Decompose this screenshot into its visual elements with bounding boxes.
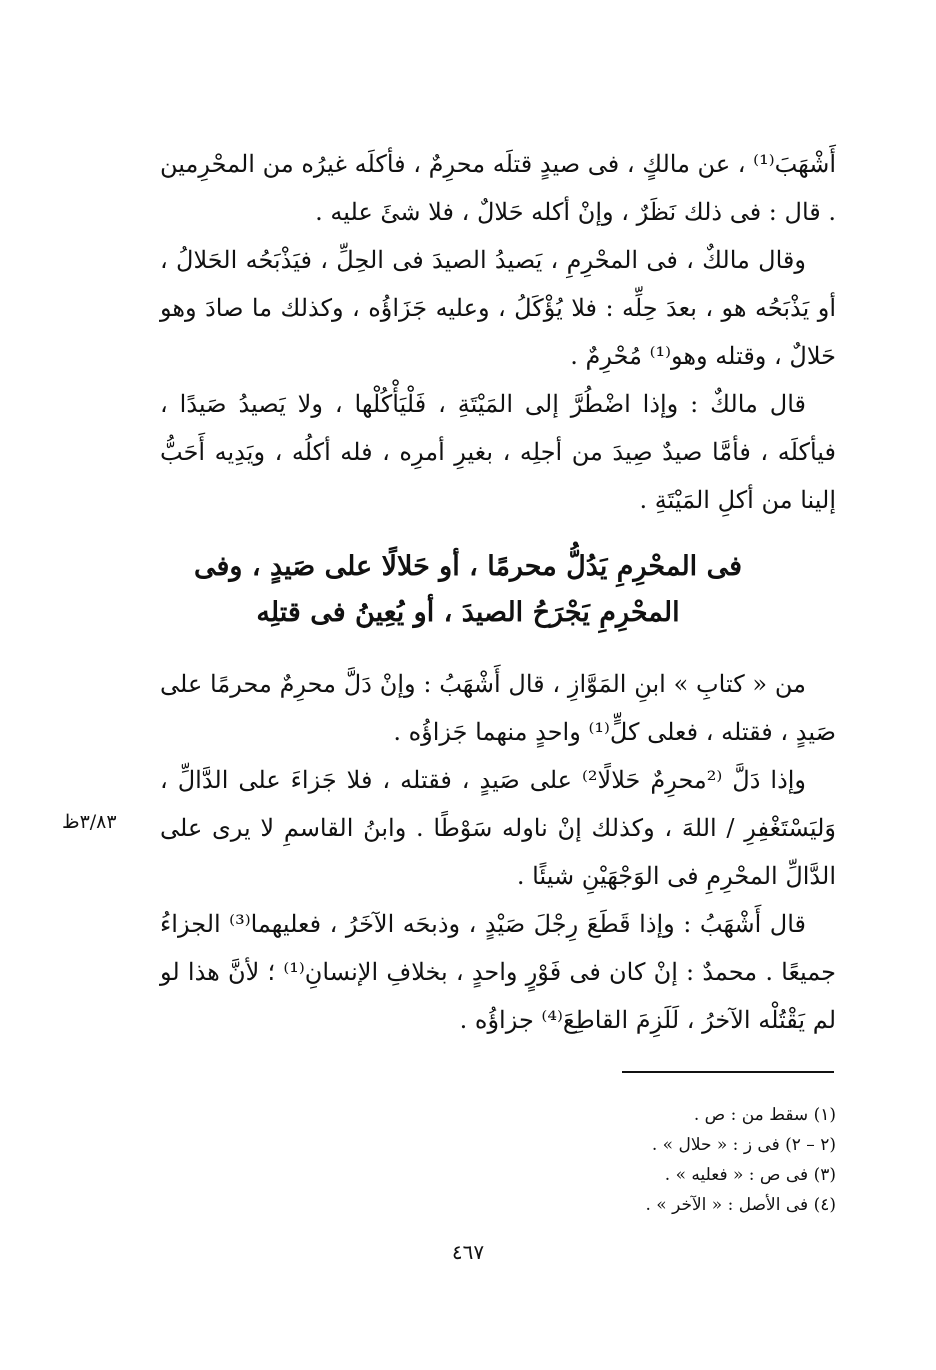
section-heading xyxy=(180,544,756,636)
opening-text xyxy=(160,140,836,524)
footnote-3: (٣) فى ص : « فعليه » . xyxy=(664,1165,836,1185)
heading-line-1: فى المحْرِمِ يَدُلُّ محرمًا ، أو حَلالًا على صَيدٍ ، وفى xyxy=(194,551,742,582)
paragraph-ashhab-malik: أَشْهَبَ⁽¹⁾ ، عن مالكٍ ، فى صيدٍ قتلَه محرِمٌ ، فأكلَه غيرُه من المحْرِمين . قال : فى ذلك نَظَرٌ ، وإنْ أكله حَلالٌ ، فلا شئَ عليه . xyxy=(160,150,836,226)
paragraph-necessity-carrion: قال مالكٌ : وإذا اضْطُرَّ إلى المَيْتَةِ ، فَلْيَأْكُلْها ، ولا يَصيدُ صَيدًا ، فيأكلَه ، فأمَّا صيدٌ صِيدَ من أجلِه ، بغيرِ أمرِه ، فله أكلُه ، ويَدِيه أَحَبُّ إلينا من أكلِ المَيْتَةِ . xyxy=(160,390,836,514)
footnote-4: (٤) فى الأصل : « الآخر » . xyxy=(645,1195,836,1215)
manuscript-folio-marker: ٣/٨٣ظ xyxy=(62,811,117,833)
section-text xyxy=(160,660,836,1044)
paragraph-ibn-mawaz: من « كتابِ » ابنِ المَوَّازِ ، قال أَشْهَبُ : وإنْ دَلَّ محرِمٌ محرمًا على صَيدٍ ، فقتله ، فعلى كلٍّ⁽¹⁾ واحدٍ منهما جَزاؤُه . xyxy=(160,670,836,746)
heading-line-2: المحْرِمِ يَجْرَحُ الصيدَ ، أو يُعِينُ فى قتلِه xyxy=(256,597,680,628)
paragraph-ashhab-qata: قال أَشْهَبُ : وإذا قَطَعَ رِجْلَ صَيْدٍ ، وذبحَه الآخَرُ ، فعليهما⁽³⁾ الجزاءُ جميعًا . محمدٌ : إنْ كان فى فَوْرٍ واحدٍ ، بخلافِ الإنسانِ⁽¹⁾ ؛ لأنَّ هذا لو لم يَقْتُلْه الآخرُ ، لَلَزِمَ القاطِعَ⁽⁴⁾ جزاؤُه . xyxy=(160,910,837,1034)
footnote-1: (١) سقط من : ص . xyxy=(693,1105,836,1125)
footnote-2: (٢ – ٢) فى ز : « حلال » . xyxy=(651,1135,836,1155)
footnotes xyxy=(560,1100,836,1220)
paragraph-dalla-muhrim: وإذا دَلَّ ⁽²محرِمٌ حَلالًا²⁾ على صَيدٍ ، فقتله ، فلا جَزاءَ على الدَّالِّ ، وَليَسْتَغْفِرِ / اللهَ ، وكذلك إنْ ناوله سَوْطًا . وابنُ القاسمِ لا يرى على الدَّالِّ المحْرِمِ فى الوَجْهَيْنِ شيئًا . xyxy=(160,766,836,890)
paragraph-muhrim-hunting: وقال مالكٌ ، فى المحْرِمِ ، يَصيدُ الصيدَ فى الحِلِّ ، فيَذْبَحُه الحَلالُ ، أو يَذْبَحُه هو ، بعدَ حِلِّه : فلا يُؤْكَلُ ، وعليه جَزَاؤُه ، وكذلك ما صادَ وهو حَلالٌ ، وقتله وهو⁽¹⁾ مُحْرِمٌ . xyxy=(160,246,836,370)
page-number: ٤٦٧ xyxy=(451,1240,485,1264)
footnote-divider xyxy=(622,1071,834,1073)
